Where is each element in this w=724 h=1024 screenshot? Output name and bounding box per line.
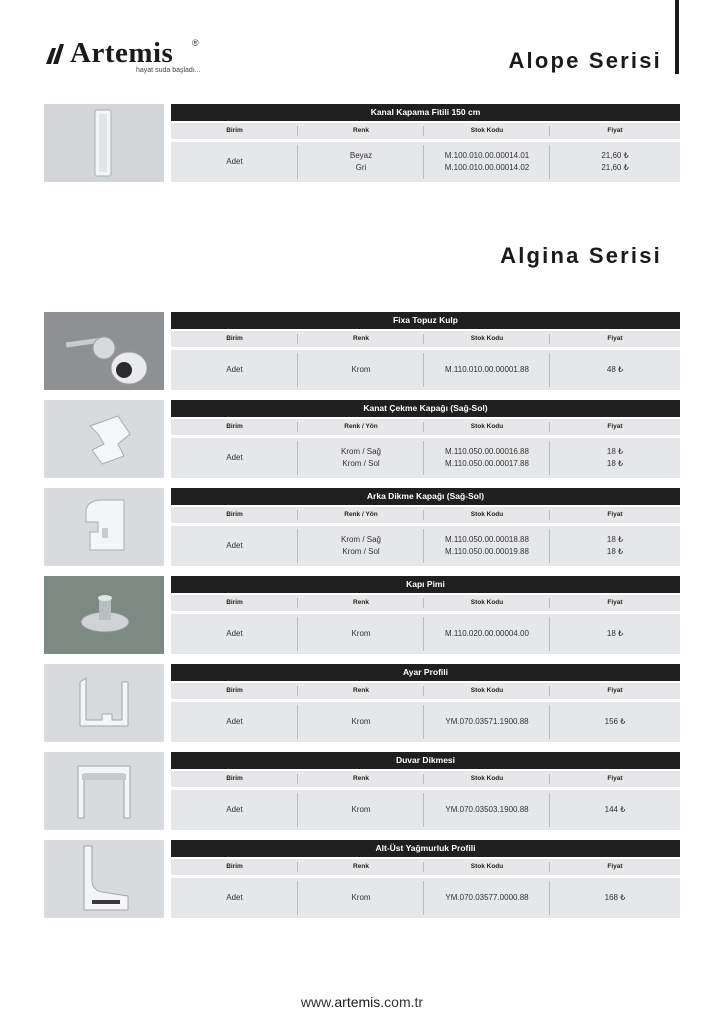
alope-series-title: Alope Serisi (508, 48, 662, 73)
footer-suffix: .com.tr (380, 994, 424, 1010)
header-color: Renk (298, 123, 424, 139)
header-price: Fiyat (607, 599, 623, 606)
unit-value: Adet (226, 629, 243, 638)
unit-value: Adet (226, 365, 243, 374)
variant-value: Krom / Sol (342, 459, 380, 468)
adjustment-profile-icon (44, 664, 164, 742)
variant-value: Gri (355, 163, 367, 172)
seal-strip-icon (44, 104, 164, 182)
header-unit: Birim (171, 595, 298, 611)
product-image-kapi-pimi (44, 576, 164, 654)
door-pin-icon (44, 576, 164, 654)
table-row (171, 142, 680, 182)
table-header (171, 419, 680, 435)
header-unit: Birim (171, 123, 298, 139)
brand-registered-mark: ® (192, 38, 199, 48)
header-color-direction: Renk / Yön (298, 419, 424, 435)
table-header (171, 595, 680, 611)
stock-code-value: YM.070.03503.1900.88 (445, 805, 529, 814)
product-title: Arka Dikme Kapağı (Sağ-Sol) (171, 488, 680, 505)
header-price: Fiyat (607, 423, 623, 430)
brand-name: Artemis (70, 37, 174, 69)
header-color: Renk (298, 771, 424, 787)
variant-value: Krom (351, 717, 371, 726)
variant-value: Beyaz (349, 151, 373, 160)
stock-code-value: M.110.050.00.00018.88 (445, 535, 529, 544)
table-header (171, 123, 680, 139)
product-table (171, 400, 680, 478)
price-value: 18 ₺ (606, 629, 624, 638)
header-stock-code: Stok Kodu (424, 123, 550, 139)
product-table (171, 752, 680, 830)
header-unit: Birim (171, 331, 298, 347)
table-row (171, 438, 680, 478)
product-title: Ayar Profili (171, 664, 680, 681)
header-color: Renk (298, 595, 424, 611)
product-title: Kapı Pimi (171, 576, 680, 593)
unit-value: Adet (226, 453, 243, 462)
table-row (171, 702, 680, 742)
header-price: Fiyat (607, 687, 623, 694)
knob-handle-icon (44, 312, 164, 390)
variant-value: Krom (351, 893, 371, 902)
product-image-kanal-kapama-fitili (44, 104, 164, 182)
table-row (171, 526, 680, 566)
algina-series-title: Algina Serisi (500, 243, 662, 268)
stock-code-value: YM.070.03571.1900.88 (445, 717, 529, 726)
wall-post-icon (44, 752, 164, 830)
price-value: 48 ₺ (606, 365, 624, 374)
table-row (171, 790, 680, 830)
header-price: Fiyat (607, 511, 623, 518)
unit-value: Adet (226, 157, 243, 166)
price-value: 168 ₺ (604, 893, 626, 902)
stock-code-value: M.110.050.00.00017.88 (445, 459, 529, 468)
price-value: 156 ₺ (604, 717, 626, 726)
stock-code-value: M.100.010.00.00014.02 (444, 163, 530, 172)
product-image-alt-ust-yagmurluk-profili (44, 840, 164, 918)
header-color: Renk (298, 331, 424, 347)
product-table (171, 840, 680, 918)
variant-value: Krom (351, 365, 371, 374)
product-image-ayar-profili (44, 664, 164, 742)
header-stock-code: Stok Kodu (424, 331, 550, 347)
unit-value: Adet (226, 805, 243, 814)
table-row (171, 614, 680, 654)
header-stock-code: Stok Kodu (424, 419, 550, 435)
variant-value: Krom (351, 805, 371, 814)
header-price: Fiyat (607, 863, 623, 870)
product-image-arka-dikme-kapagi (44, 488, 164, 566)
unit-value: Adet (226, 893, 243, 902)
product-table (171, 488, 680, 566)
price-value: 18 ₺ (606, 535, 624, 544)
end-cap-icon (44, 400, 164, 478)
header-color-direction: Renk / Yön (298, 507, 424, 523)
header-stock-code: Stok Kodu (424, 595, 550, 611)
variant-value: Krom / Sağ (340, 535, 381, 544)
stock-code-value: M.110.050.00.00019.88 (445, 547, 529, 556)
rain-profile-icon (44, 840, 164, 918)
product-title: Alt-Üst Yağmurluk Profili (171, 840, 680, 857)
stock-code-value: M.110.020.00.00004.00 (445, 629, 529, 638)
header-divider (675, 0, 679, 74)
header-price: Fiyat (607, 775, 623, 782)
header-unit: Birim (171, 419, 298, 435)
header-stock-code: Stok Kodu (424, 507, 550, 523)
unit-value: Adet (226, 541, 243, 550)
table-header (171, 683, 680, 699)
price-value: 21,60 ₺ (601, 151, 629, 160)
footer-prefix: www. (300, 994, 335, 1010)
price-value: 21,60 ₺ (601, 163, 629, 172)
header-unit: Birim (171, 859, 298, 875)
table-header (171, 507, 680, 523)
price-value: 18 ₺ (606, 447, 624, 456)
product-table (171, 312, 680, 390)
header-color: Renk (298, 859, 424, 875)
header-stock-code: Stok Kodu (424, 771, 550, 787)
price-value: 18 ₺ (606, 547, 624, 556)
stock-code-value: M.110.010.00.00001.88 (445, 365, 529, 374)
header-stock-code: Stok Kodu (424, 859, 550, 875)
product-title: Fixa Topuz Kulp (171, 312, 680, 329)
stock-code-value: M.100.010.00.00014.01 (444, 151, 530, 160)
variant-value: Krom / Sol (342, 547, 380, 556)
table-row (171, 350, 680, 390)
product-title: Duvar Dikmesi (171, 752, 680, 769)
header-stock-code: Stok Kodu (424, 683, 550, 699)
product-title: Kanat Çekme Kapağı (Sağ-Sol) (171, 400, 680, 417)
table-header (171, 331, 680, 347)
footer-brand: artemis (334, 994, 381, 1010)
rear-cap-icon (44, 488, 164, 566)
table-header (171, 771, 680, 787)
header-unit: Birim (171, 683, 298, 699)
product-image-fixa-topuz-kulp (44, 312, 164, 390)
header-price: Fiyat (607, 127, 623, 134)
table-row (171, 878, 680, 918)
header-color: Renk (298, 683, 424, 699)
unit-value: Adet (226, 717, 243, 726)
product-title: Kanal Kapama Fitili 150 cm (171, 104, 680, 121)
product-image-duvar-dikmesi (44, 752, 164, 830)
header-unit: Birim (171, 771, 298, 787)
price-value: 144 ₺ (604, 805, 626, 814)
product-table (171, 664, 680, 742)
header-unit: Birim (171, 507, 298, 523)
table-header (171, 859, 680, 875)
product-image-kanat-cekme-kapagi (44, 400, 164, 478)
header-price: Fiyat (607, 335, 623, 342)
product-table (171, 576, 680, 654)
logo-stripes-icon (44, 42, 68, 64)
footer-website[interactable] (0, 994, 724, 1010)
stock-code-value: YM.070.03577.0000.88 (445, 893, 529, 902)
price-value: 18 ₺ (606, 459, 624, 468)
brand-logo (44, 36, 214, 80)
stock-code-value: M.110.050.00.00016.88 (445, 447, 529, 456)
variant-value: Krom (351, 629, 371, 638)
variant-value: Krom / Sağ (340, 447, 381, 456)
brand-tagline: hayat suda başladı... (136, 67, 201, 74)
product-table (171, 104, 680, 182)
